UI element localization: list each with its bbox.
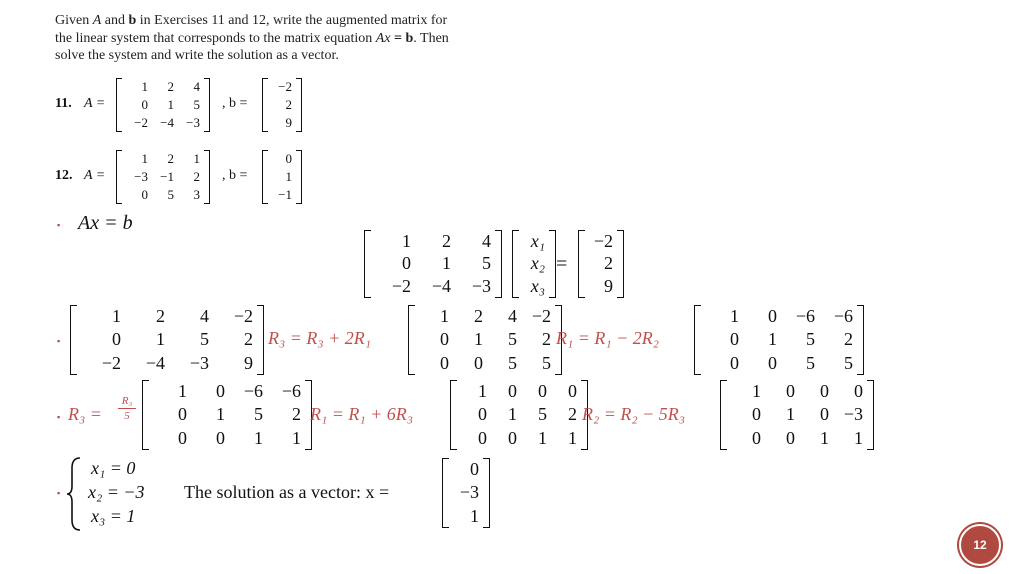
matrix-cell: 2: [285, 97, 292, 112]
matrix-cell: 5: [538, 404, 547, 425]
matrix-cell: 1: [568, 427, 577, 448]
matrix-right-bracket: [857, 305, 864, 375]
matrix-cell: 0: [178, 427, 187, 448]
exercise-12-vector-b: [262, 150, 302, 204]
matrix-cell: 1: [141, 151, 148, 166]
matrix-cell: 5: [806, 352, 815, 373]
matrix-cell: 5: [254, 404, 263, 425]
matrix-cell: 1: [474, 329, 483, 350]
row-op-4: R₁ = R₁ + 6R₃: [310, 404, 414, 424]
matrix-cell: 1: [508, 404, 517, 425]
matrix-cell: 1: [854, 427, 863, 448]
matrix-grid: [449, 458, 483, 528]
matrix-cell: 5: [167, 187, 174, 202]
matrix-cell: 0: [112, 329, 121, 350]
matrix-cell: 1: [156, 329, 165, 350]
exercise-12-b-eq: , b =: [222, 168, 248, 183]
matrix-cell: −3: [186, 115, 200, 130]
matrix-grid: [122, 78, 204, 132]
matrix-cell: 2: [568, 404, 577, 425]
matrix-cell: 0: [538, 381, 547, 402]
matrix-cell: 2: [844, 329, 853, 350]
matrix-cell: 2: [167, 151, 174, 166]
matrix-cell: 0: [141, 97, 148, 112]
matrix-cell: 2: [167, 79, 174, 94]
system-line-3: x₃ = 1: [91, 506, 136, 526]
matrix-cell: 1: [112, 306, 121, 327]
matrix-cell: 1: [768, 329, 777, 350]
matrix-cell: −4: [145, 352, 165, 373]
matrix-left-bracket: [578, 230, 585, 298]
matrix-cell: 0: [768, 306, 777, 327]
matrix-cell: 2: [542, 329, 551, 350]
bullet-marker: ▪: [57, 220, 61, 230]
matrix-cell: 0: [768, 352, 777, 373]
matrix-cell: x₁: [530, 230, 545, 251]
row-op-3-lhs: R₃ =: [68, 404, 102, 424]
matrix-cell: 0: [786, 381, 795, 402]
matrix-left-bracket: [512, 230, 519, 298]
matrix-grid: [149, 380, 305, 450]
matrix-cell: 5: [542, 352, 551, 373]
matrix-grid: [701, 305, 857, 375]
matrix-right-bracket: [867, 380, 874, 450]
matrix-cell: 0: [752, 427, 761, 448]
matrix-cell: 5: [482, 253, 491, 274]
matrix-cell: 0: [141, 187, 148, 202]
augmented-matrix-2: [408, 305, 562, 375]
matrix-cell: 9: [244, 352, 253, 373]
row-op-3-fraction: [118, 394, 136, 423]
matrix-cell: 4: [508, 306, 517, 327]
exercise-12-a-eq: A =: [84, 168, 106, 183]
solution-vector-label: The solution as a vector: x =: [184, 482, 390, 502]
matrix-cell: 0: [820, 404, 829, 425]
matrix-cell: −6: [243, 381, 263, 402]
matrix-cell: 0: [285, 151, 292, 166]
matrix-cell: 5: [508, 352, 517, 373]
matrix-cell: 4: [193, 79, 200, 94]
exercise-12-label: 12.: [55, 168, 73, 183]
matrix-right-bracket: [204, 150, 210, 204]
matrix-cell: −3: [134, 169, 148, 184]
matrix-cell: 1: [752, 381, 761, 402]
bullet-marker: ▪: [57, 412, 61, 422]
system-brace: [66, 456, 82, 532]
matrix-cell: 3: [193, 187, 200, 202]
matrix-cell: 2: [244, 329, 253, 350]
exercise-11-matrix-a: [116, 78, 210, 132]
matrix-cell: 0: [440, 329, 449, 350]
matrix-cell: 2: [474, 306, 483, 327]
matrix-cell: 2: [193, 169, 200, 184]
system-line-1: x₁ = 0: [91, 458, 136, 478]
matrix-cell: 4: [200, 306, 209, 327]
equation-ax-b: Ax = b: [78, 212, 133, 234]
system-line-2: x₂ = −3: [88, 482, 145, 502]
page-number-badge: 12: [959, 524, 1001, 566]
exercise-12-matrix-a: [116, 150, 210, 204]
matrix-grid: [415, 305, 555, 375]
problem-statement: Given A and b in Exercises 11 and 12, write the augmented matrix for the linear system that corresponds to the matrix equation Ax = b. Then solve the system and write the solution as a vector.: [55, 13, 449, 63]
matrix-cell: 0: [478, 404, 487, 425]
matrix-cell: 2: [292, 404, 301, 425]
matrix-cell: 5: [806, 329, 815, 350]
row-op-5: R₂ = R₂ − 5R₃: [582, 404, 686, 424]
bullet-marker: ▪: [57, 488, 61, 498]
matrix-left-bracket: [442, 458, 449, 528]
matrix-grid: [268, 78, 296, 132]
solution-system: [88, 456, 145, 528]
matrix-cell: 2: [604, 253, 613, 274]
matrix-cell: 0: [508, 381, 517, 402]
row-op-1: R₃ = R₃ + 2R₁: [268, 328, 372, 348]
matrix-cell: 0: [854, 381, 863, 402]
exercise-11-label: 11.: [55, 96, 72, 111]
matrix-cell: 1: [167, 97, 174, 112]
matrix-cell: −6: [833, 306, 853, 327]
matrix-cell: 1: [292, 427, 301, 448]
matrix-cell: −4: [431, 276, 451, 297]
exercise-11-vector-b: [262, 78, 302, 132]
matrix-right-bracket: [549, 230, 556, 298]
matrix-cell: 1: [730, 306, 739, 327]
matrix-left-bracket: [694, 305, 701, 375]
rhs-vector: [578, 230, 624, 298]
matrix-cell: −2: [531, 306, 551, 327]
matrix-cell: 5: [844, 352, 853, 373]
matrix-grid: [371, 230, 495, 298]
matrix-right-bracket: [257, 305, 264, 375]
matrix-cell: 0: [752, 404, 761, 425]
solution-vector: [442, 458, 490, 528]
matrix-cell: −3: [459, 482, 479, 503]
matrix-cell: 1: [442, 253, 451, 274]
matrix-grid: [77, 305, 257, 375]
matrix-cell: 0: [568, 381, 577, 402]
fraction-denominator: 5: [124, 410, 130, 422]
matrix-cell: 1: [470, 505, 479, 526]
matrix-cell: −3: [471, 276, 491, 297]
row-op-2: R₁ = R₁ − 2R₂: [556, 328, 660, 348]
matrix-left-bracket: [364, 230, 371, 298]
matrix-grid: [519, 230, 549, 298]
matrix-cell: 0: [730, 352, 739, 373]
matrix-right-bracket: [495, 230, 502, 298]
coefficient-matrix: [364, 230, 502, 298]
matrix-cell: 0: [478, 427, 487, 448]
matrix-cell: −1: [278, 187, 292, 202]
matrix-cell: −3: [843, 404, 863, 425]
exercise-11-b-eq: , b =: [222, 96, 248, 111]
exercise-11-a-eq: A =: [84, 96, 106, 111]
matrix-cell: 0: [178, 404, 187, 425]
matrix-cell: 1: [285, 169, 292, 184]
matrix-cell: x₃: [530, 276, 545, 297]
matrix-left-bracket: [408, 305, 415, 375]
matrix-left-bracket: [450, 380, 457, 450]
matrix-cell: 0: [786, 427, 795, 448]
matrix-left-bracket: [142, 380, 149, 450]
matrix-right-bracket: [617, 230, 624, 298]
matrix-cell: 1: [538, 427, 547, 448]
variable-vector: [512, 230, 556, 298]
matrix-cell: 0: [440, 352, 449, 373]
matrix-grid: [727, 380, 867, 450]
matrix-cell: 1: [786, 404, 795, 425]
matrix-cell: 0: [820, 381, 829, 402]
fraction-numerator: R₃: [118, 394, 136, 409]
matrix-grid: [585, 230, 617, 298]
matrix-cell: 0: [730, 329, 739, 350]
matrix-right-bracket: [483, 458, 490, 528]
matrix-cell: 2: [156, 306, 165, 327]
matrix-cell: 0: [216, 427, 225, 448]
matrix-cell: −1: [160, 169, 174, 184]
matrix-cell: −3: [189, 352, 209, 373]
augmented-matrix-3: [694, 305, 864, 375]
matrix-right-bracket: [204, 78, 210, 132]
matrix-cell: x₂: [530, 253, 545, 274]
matrix-cell: 0: [470, 459, 479, 480]
matrix-cell: 1: [440, 306, 449, 327]
equals-sign: =: [556, 253, 568, 275]
augmented-matrix-4: [142, 380, 312, 450]
bullet-marker: ▪: [57, 336, 61, 346]
matrix-left-bracket: [70, 305, 77, 375]
matrix-right-bracket: [296, 78, 302, 132]
matrix-cell: −2: [278, 79, 292, 94]
augmented-matrix-5: [450, 380, 588, 450]
matrix-cell: 9: [285, 115, 292, 130]
matrix-cell: 2: [442, 230, 451, 251]
matrix-cell: 5: [200, 329, 209, 350]
matrix-cell: 5: [508, 329, 517, 350]
matrix-cell: −2: [593, 230, 613, 251]
matrix-cell: 1: [216, 404, 225, 425]
matrix-cell: −6: [795, 306, 815, 327]
matrix-left-bracket: [720, 380, 727, 450]
matrix-cell: 0: [402, 253, 411, 274]
matrix-cell: 1: [178, 381, 187, 402]
matrix-cell: −6: [281, 381, 301, 402]
matrix-cell: 1: [402, 230, 411, 251]
matrix-cell: 0: [216, 381, 225, 402]
augmented-matrix-1: [70, 305, 264, 375]
matrix-cell: 1: [193, 151, 200, 166]
matrix-cell: 1: [820, 427, 829, 448]
matrix-cell: 9: [604, 276, 613, 297]
matrix-cell: 1: [141, 79, 148, 94]
matrix-cell: −2: [134, 115, 148, 130]
matrix-cell: −4: [160, 115, 174, 130]
matrix-grid: [268, 150, 296, 204]
matrix-right-bracket: [296, 150, 302, 204]
augmented-matrix-6: [720, 380, 874, 450]
matrix-cell: −2: [101, 352, 121, 373]
matrix-grid: [122, 150, 204, 204]
matrix-cell: 5: [193, 97, 200, 112]
matrix-cell: 4: [482, 230, 491, 251]
matrix-cell: 1: [478, 381, 487, 402]
matrix-cell: 0: [508, 427, 517, 448]
matrix-cell: 0: [474, 352, 483, 373]
matrix-cell: 1: [254, 427, 263, 448]
matrix-grid: [457, 380, 581, 450]
matrix-cell: −2: [233, 306, 253, 327]
matrix-cell: −2: [391, 276, 411, 297]
